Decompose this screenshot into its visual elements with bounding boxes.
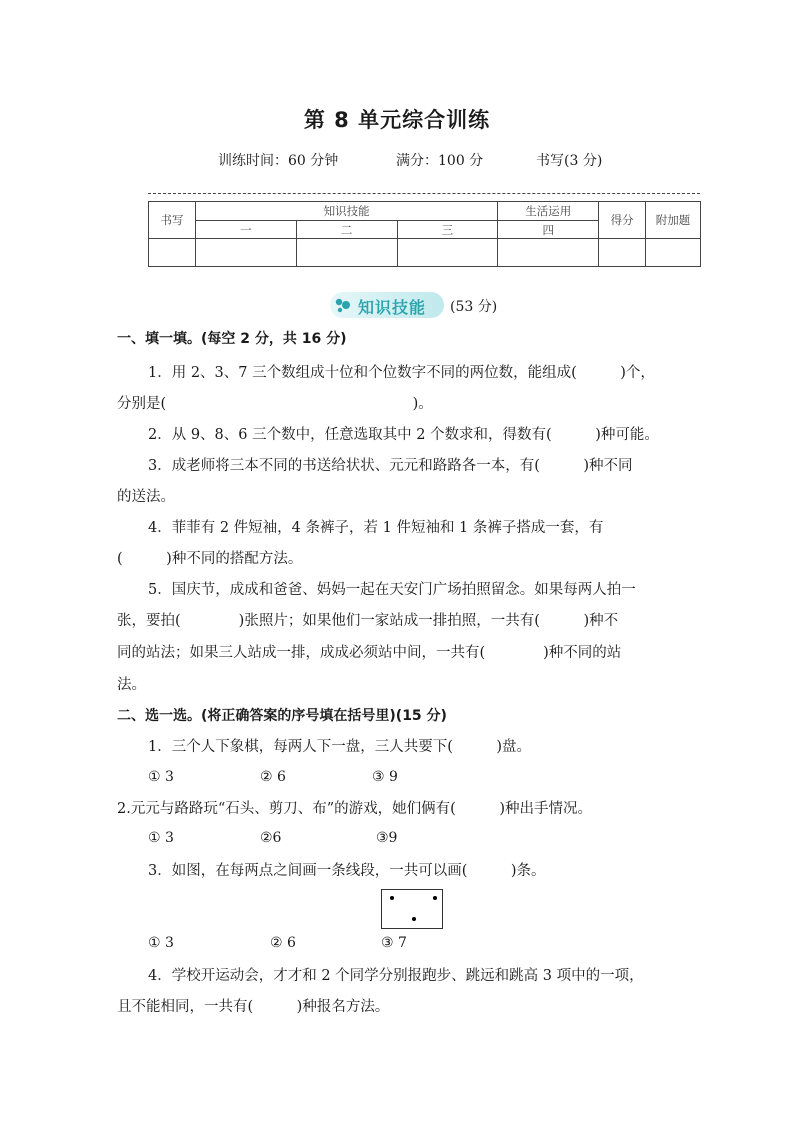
- score-cell: [646, 239, 701, 267]
- q3-line1: 3．成老师将三本不同的书送给状状、元元和路路各一本，有( )种不同: [148, 458, 633, 474]
- score-table: [148, 201, 701, 267]
- score-cell: [498, 239, 599, 267]
- mc-q2: 2.元元与路路玩“石头、剪刀、布”的游戏，她们俩有( )种出手情况。: [117, 801, 592, 817]
- header-writing: 书写: [149, 202, 196, 239]
- point: [412, 917, 416, 921]
- header-part-2: 二: [296, 221, 397, 239]
- q2-line1: 2．从 9、8、6 三个数中，任意选取其中 2 个数求和，得数有( )种可能。: [148, 427, 659, 443]
- mc-q2-option-b: ②6: [260, 830, 282, 846]
- q5-line1: 5．国庆节，成成和爸爸、妈妈一起在天安门广场拍照留念。如果每两人拍一: [148, 582, 636, 598]
- dots-figure: [381, 889, 443, 929]
- bubbles-icon: [334, 296, 352, 314]
- q5-line3: 同的站法；如果三人站成一排，成成必须站中间，一共有( )种不同的站: [117, 645, 622, 661]
- mc-q3-option-b: ② 6: [270, 935, 296, 951]
- q3-line2: 的送法。: [117, 489, 175, 505]
- mc-q3-option-c: ③ 7: [381, 935, 407, 951]
- header-part-3: 三: [397, 221, 498, 239]
- header-part-4: 四: [498, 221, 599, 239]
- mc-q4-line1: 4．学校开运动会，才才和 2 个同学分别报跑步、跳远和跳高 3 项中的一项，: [148, 968, 644, 984]
- section-badge-label: 知识技能: [358, 298, 427, 317]
- header-score: 得分: [599, 202, 646, 239]
- exam-info: [218, 150, 638, 170]
- header-part-1: 一: [195, 221, 296, 239]
- part2-heading: 二、选一选。(将正确答案的序号填在括号里)(15 分): [117, 708, 447, 724]
- full-score-info: 满分：100 分: [396, 153, 484, 169]
- header-knowledge: 知识技能: [195, 202, 497, 221]
- q4-line2: ( )种不同的搭配方法。: [117, 551, 303, 567]
- score-cell: [296, 239, 397, 267]
- score-cell: [397, 239, 498, 267]
- section-points: (53 分): [450, 299, 498, 315]
- header-bonus: 附加题: [646, 202, 701, 239]
- dashed-divider: [148, 193, 700, 194]
- mc-q1-option-c: ③ 9: [372, 769, 398, 785]
- mc-q1-option-a: ① 3: [148, 769, 174, 785]
- q4-line1: 4．菲菲有 2 件短袖，4 条裤子，若 1 件短袖和 1 条裤子搭成一套，有: [148, 520, 604, 536]
- mc-q2-option-a: ① 3: [148, 830, 174, 846]
- writing-score-info: 书写(3 分): [536, 153, 603, 169]
- q1-line1: 1．用 2、3、7 三个数组成十位和个位数字不同的两位数，能组成( )个，: [148, 365, 655, 381]
- mc-q1-option-b: ② 6: [260, 769, 286, 785]
- mc-q1: 1．三个人下象棋，每两人下一盘，三人共要下( )盘。: [148, 739, 532, 755]
- point: [433, 896, 437, 900]
- q5-line2: 张，要拍( )张照片；如果他们一家站成一排拍照，一共有( )种不: [117, 613, 619, 629]
- mc-q3-option-a: ① 3: [148, 935, 174, 951]
- page-title: 第 8 单元综合训练: [303, 108, 491, 132]
- score-cell: [599, 239, 646, 267]
- score-cell: [195, 239, 296, 267]
- header-life: 生活运用: [498, 202, 599, 221]
- mc-q3: 3．如图，在每两点之间画一条线段，一共可以画( )条。: [148, 863, 546, 879]
- q5-line4: 法。: [117, 677, 146, 693]
- mc-q2-option-c: ③9: [376, 830, 398, 846]
- part1-heading: 一、填一填。(每空 2 分，共 16 分): [117, 331, 347, 347]
- time-info: 训练时间：60 分钟: [218, 153, 339, 169]
- point: [390, 896, 394, 900]
- q1-line2: 分别是( )。: [117, 396, 433, 412]
- section-badge: [330, 292, 444, 318]
- mc-q4-line2: 且不能相同，一共有( )种报名方法。: [117, 999, 390, 1015]
- score-cell: [149, 239, 196, 267]
